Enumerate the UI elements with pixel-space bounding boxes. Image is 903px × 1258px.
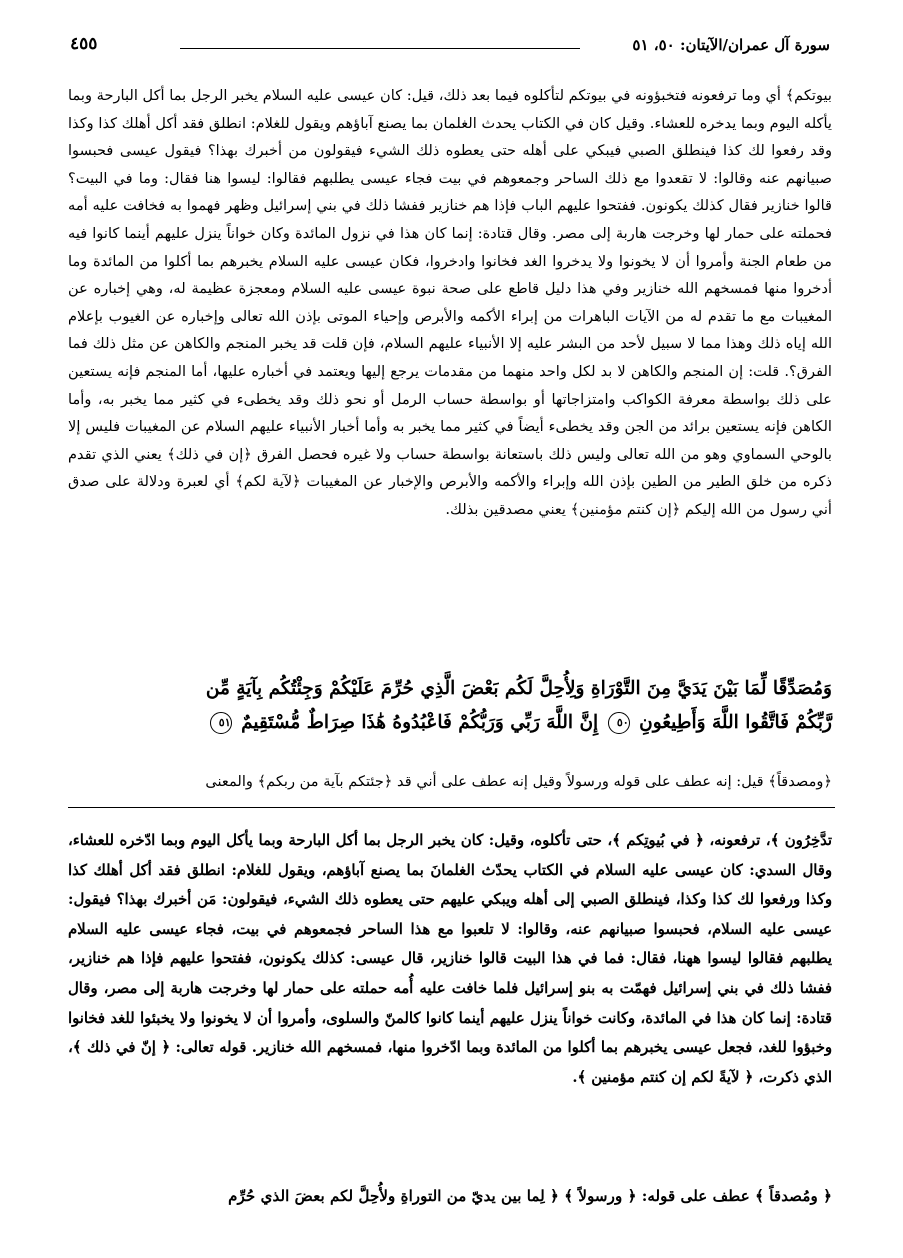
verse-number-51: ٥١ — [210, 712, 232, 734]
verse-line-1: وَمُصَدِّقًا لِّمَا بَيْنَ يَدَيَّ مِنَ التَّوْرَاةِ وَلِأُحِلَّ لَكُم بَعْضَ الَّذِي حُرِّمَ عَلَيْكُمْ وَجِئْتُكُم بِآيَةٍ مِّن — [205, 678, 832, 699]
verse-line-2 — [68, 706, 832, 740]
footnote-divider — [68, 807, 835, 808]
verse-51: إِنَّ اللَّهَ رَبِّي وَرَبُّكُمْ فَاعْبُدُوهُ هَٰذَا صِرَاطٌ مُّسْتَقِيمٌ — [241, 712, 599, 733]
commentary-after-verse — [68, 768, 832, 795]
commentary-top — [68, 82, 832, 524]
verse-number-50: ٥٠ — [608, 712, 630, 734]
after-verse-text: ﴿ومصدقاً﴾ قيل: إنه عطف على قوله ورسولاً وقيل إنه عطف على أني قد ﴿جئتكم بآية من ربكم﴾ والمعنى — [205, 773, 832, 790]
page-number: ٤٥٥ — [70, 34, 98, 54]
commentary-last-text: ﴿ ومُصدقاً ﴾ عطف على قوله: ﴿ ورسولاً ﴾ ﴿ لِما بين يديّ من التوراةِ ولأُحِلَّ لكم بعضَ الذي حُرِّم — [228, 1187, 832, 1205]
commentary-bottom-text: تدَّخِرُون ﴾، ترفعونه، ﴿ في بُيوتِكم ﴾، حتى تأكلوه، وقيل: كان يخبر الرجل بما أكل البارحة وبما يأكل اليوم وبما ادّخره للعشاء، وقال السدي: كان عيسى عليه السلام في الكتاب يحدّث الغلمانَ بما يصنع آباؤهم، ويقول للغلام: انطلق فقد أكل أهلك كذا وكذا ورفعوا لك كذا وكذا، فينطلق الصبي إلى أهله ويبكي عليهم حتى يعطوه ذلك الشيء، فيقولون: مَن أخبرك بهذا؟ فيقول: عيسى عليه السلام، فحبسوا صبيانهم عنه، وقالوا: لا تلعبوا مع هذا الساحر فجمعوهم في بيت، فجاء عيسى عليه السلام يطلبهم فقالوا ليسوا ههنا، فقال: فما في هذا البيت قالوا خنازير، قال عيسى: كذلك يكونون، ففتحوا عليهم فإذا هم خنازير، ففشا ذلك في بني إسرائيل فهمّت به بنو إسرائيل فلما خافت عليه أُمه حملته على حمار لها وخرجت هاربة إلى مصر، وقال قتادة: إنما كان هذا في المائدة، وكانت خواناً ينزل عليهم أينما كانوا كالمنّ والسلوى، وأمروا أن لا يخونوا ولا يخبئوا للغد فخانوا وخبؤوا للغد، فجعل عيسى يخبرهم بما أكلوا من المائدة وبما ادّخروا منها، فمسخهم الله خنازير. قوله تعالى: ﴿ إنّ في ذلك ﴾، الذي ذكرت، ﴿ لآيةً لكم إن كنتم مؤمنين ﴾. — [68, 832, 832, 1086]
surah-title: سورة آل عمران/الآيتان: ٥٠، ٥١ — [632, 36, 830, 54]
quran-verse — [68, 672, 832, 740]
page-header — [70, 36, 830, 58]
commentary-top-text: بيوتكم﴾ أي وما ترفعونه فتخبؤونه في بيوتكم لتأكلوه فيما بعد ذلك، قيل: كان عيسى عليه السلام يخبر الرجل بما أكل البارحة وبما يأكله اليوم وبما يدخره للعشاء. وقيل كان في الكتاب يحدث الغلمان بما يصنع آباؤهم ويقول للغلام: انطلق فقد أكل أهلك كذا وكذا وقد رفعوا لك كذا فينطلق الصبي فيبكي على أهله حتى يعطوه ذلك الشيء فيقولون من أخبرك بهذا؟ فيقول عيسى فحبسوا صبيانهم عنه وقالوا: لا تقعدوا مع ذلك الساحر وجمعوهم في بيت فجاء عيسى يطلبهم فقالوا: ليسوا هنا فقال: وما في البيت؟ قالوا خنازير فقال كذلك يكونون. ففتحوا عليهم الباب فإذا هم خنازير ففشا ذلك في بني إسرائيل وظهر فهموا به فخافت عليه أمه فحملته على حمار لها وخرجت هاربة إلى مصر. وقال قتادة: إنما كان هذا في نزول المائدة وكان خواناً ينزل عليهم أينما كانوا فيه من طعام الجنة وأمروا أن لا يخونوا ولا يدخروا الغد فخانوا وادخروا، فكان عيسى عليه السلام يخبرهم بما أكلوا من المائدة وما أدخروا منها فمسخهم الله خنازير وفي هذا دليل قاطع على صحة نبوة عيسى عليه السلام ومعجزة عظيمة له، وهي إخباره عن المغيبات مع ما تقدم له من الآيات الباهرات من إبراء الأكمه والأبرص وإحياء الموتى بإذن الله تعالى وإخباره عن الغيوب بإعلام الله إياه ذلك وهذا مما لا سبيل لأحد من البشر عليه إلا الأنبياء عليهم السلام، فإن قلت قد يخبر المنجم والكاهن عن مثل ذلك فما الفرق؟. قلت: إن المنجم والكاهن لا بد لكل واحد منهما من مقدمات يرجع إليها ويعتمد في أخباره عليها، أما المنجم فإنه يستعين على ذلك بواسطة معرفة الكواكب وامتزاجاتها أو بواسطة حساب الرمل أو نحو ذلك وقد يخطىء في كثير مما يخبر به، وأما الكاهن فإنه يستعين برائد من الجن وقد يخطىء أيضاً في كثير مما يخبر به وأما أخبار الأنبياء عليهم السلام عن المغيبات فليس إلا بالوحي السماوي وهو من الله تعالى وليس ذلك باستعانة بواسطة حساب ولا غيره فحصل الفرق ﴿إن في ذلك﴾ يعني الذي تقدم ذكره من خلق الطير من الطين بإذن الله وإبراء والأكمه والأبرص والإخبار عن المغيبات ﴿لآية لكم﴾ أي لعبرة ودلالة على صدق أني رسول من الله إليكم ﴿إن كنتم مؤمنين﴾ يعني مصدقين بذلك. — [68, 87, 832, 518]
verse-50-end: رَّبِّكُمْ فَاتَّقُوا اللَّهَ وَأَطِيعُونِ — [639, 712, 832, 733]
commentary-bottom — [68, 826, 832, 1092]
header-rule — [180, 48, 580, 49]
commentary-last — [68, 1182, 832, 1210]
